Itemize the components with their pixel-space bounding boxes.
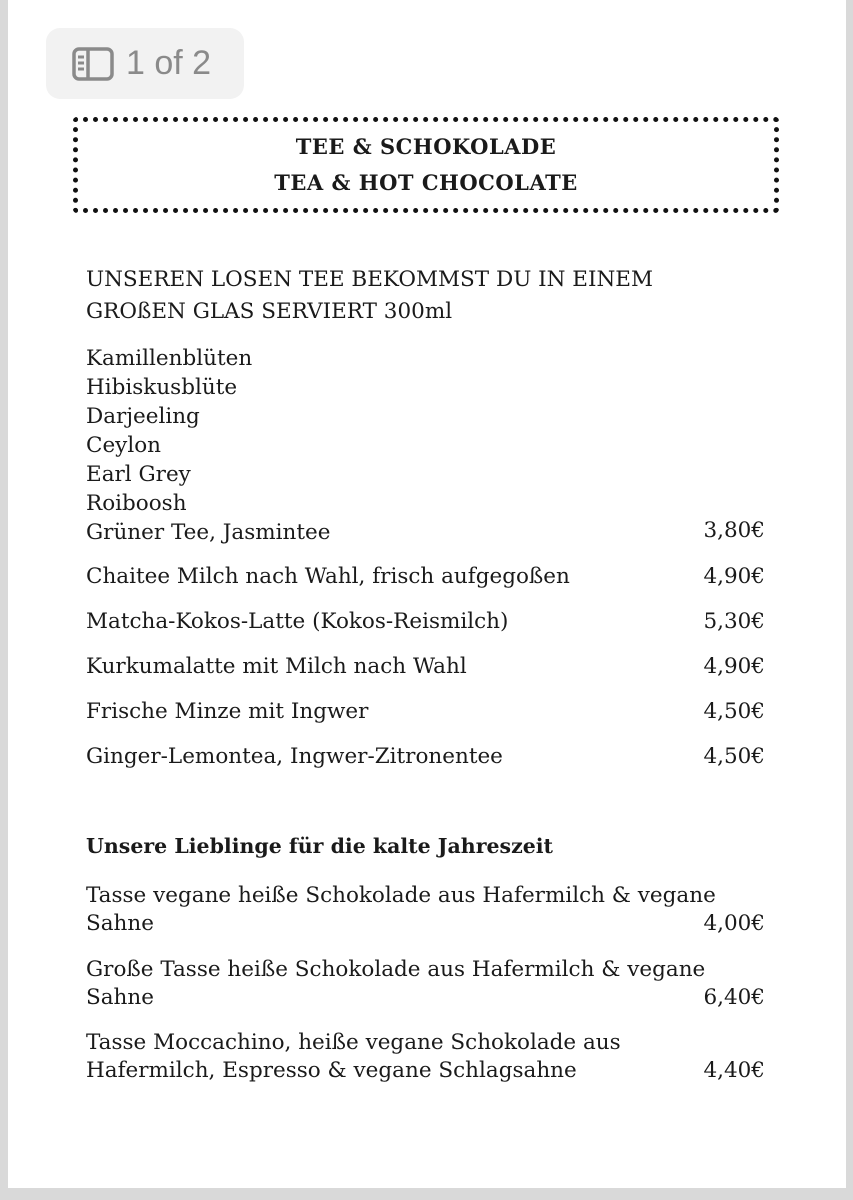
item-price: 4,90€ xyxy=(703,564,765,589)
favorite-item xyxy=(86,956,765,1012)
item-price: 4,50€ xyxy=(703,744,765,769)
favorites-heading: Unsere Lieblinge für die kalte Jahreszeit xyxy=(86,834,554,858)
item-name: Kurkumalatte mit Milch nach Wahl xyxy=(86,654,467,679)
item-price: 6,40€ xyxy=(703,985,765,1010)
item-name-line: Hafermilch, Espresso & vegane Schlagsahne xyxy=(86,1058,577,1083)
item-name-line: Tasse vegane heiße Schokolade aus Hafermilch & vegane xyxy=(86,883,716,908)
tea-list xyxy=(86,344,330,547)
item-price: 4,40€ xyxy=(703,1058,765,1083)
list-item: Grüner Tee, Jasmintee xyxy=(86,520,331,545)
item-name: Ginger-Lemontea, Ingwer-Zitronentee xyxy=(86,744,503,769)
item-name-line: Tasse Moccachino, heiße vegane Schokolade aus xyxy=(86,1030,621,1055)
tea-price: 3,80€ xyxy=(703,518,765,543)
list-item: Kamillenblüten xyxy=(86,346,253,371)
list-item: Roiboosh xyxy=(86,491,187,516)
item-name: Frische Minze mit Ingwer xyxy=(86,699,369,724)
item-name: Matcha-Kokos-Latte (Kokos-Reismilch) xyxy=(86,609,509,634)
title-german: TEE & SCHOKOLADE xyxy=(295,134,557,159)
menu-title-box xyxy=(73,117,779,213)
title-english: TEA & HOT CHOCOLATE xyxy=(274,170,578,195)
list-item: Hibiskusblüte xyxy=(86,375,238,400)
item-name-line: Sahne xyxy=(86,985,154,1010)
favorite-item xyxy=(86,882,765,938)
item-name: Chaitee Milch nach Wahl, frisch aufgegoßen xyxy=(86,564,570,589)
page-indicator-label: 1 of 2 xyxy=(126,44,212,82)
favorite-item xyxy=(86,1029,765,1085)
intro-line: GROßEN GLAS SERVIERT 300ml xyxy=(86,299,453,324)
intro-text xyxy=(86,264,653,328)
intro-line: UNSEREN LOSEN TEE BEKOMMST DU IN EINEM xyxy=(86,267,653,292)
item-name-line: Sahne xyxy=(86,911,154,936)
item-price: 4,00€ xyxy=(703,911,765,936)
item-name-line: Große Tasse heiße Schokolade aus Hafermilch & vegane xyxy=(86,957,706,982)
item-price: 4,90€ xyxy=(703,654,765,679)
page-indicator-button[interactable] xyxy=(46,28,244,99)
item-price: 5,30€ xyxy=(703,609,765,634)
list-item: Earl Grey xyxy=(86,462,191,487)
list-item: Ceylon xyxy=(86,433,161,458)
list-item: Darjeeling xyxy=(86,404,200,429)
sidebar-icon xyxy=(72,47,114,81)
item-price: 4,50€ xyxy=(703,699,765,724)
